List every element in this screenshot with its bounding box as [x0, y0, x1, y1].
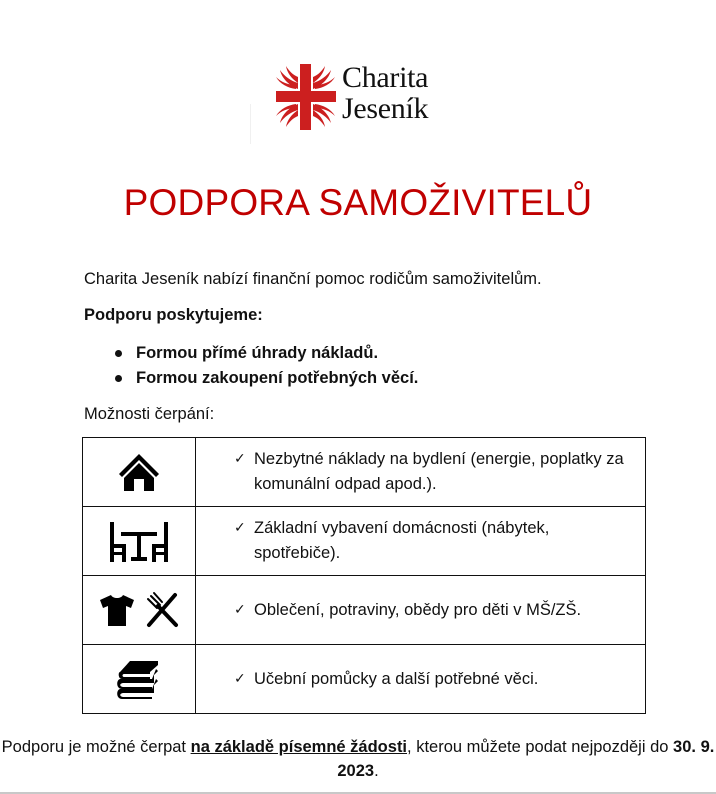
table-row	[83, 645, 646, 714]
bullet-icon	[115, 350, 122, 357]
support-heading: Podporu poskytujeme:	[84, 306, 263, 324]
options-label: Možnosti čerpání:	[84, 405, 215, 423]
checkmark-icon: ✓	[234, 451, 246, 467]
books-icon	[116, 659, 162, 699]
option-text: Učební pomůcky a další potřebné věci.	[254, 669, 539, 688]
icon-cell	[83, 645, 196, 714]
footer-note	[0, 735, 716, 783]
logo-wordmark	[342, 62, 428, 124]
check-item	[234, 516, 639, 566]
list-item	[84, 366, 418, 391]
list-item-text: Formou zakoupení potřebných věcí.	[136, 369, 419, 387]
footer-text-2: , kterou můžete podat nejpozději do	[407, 738, 674, 756]
text-cell	[196, 438, 646, 507]
footer-text-3: .	[374, 762, 379, 780]
logo-line-2: Jeseník	[342, 92, 429, 125]
caritas-cross-icon	[274, 64, 338, 130]
support-list	[84, 341, 418, 391]
icon-cell	[83, 576, 196, 645]
bullet-icon	[115, 375, 122, 382]
text-cell	[196, 645, 646, 714]
options-table	[82, 437, 646, 714]
fork-knife-icon	[144, 591, 180, 629]
option-text: Základní vybavení domácnosti (nábytek, spotřebiče).	[254, 519, 550, 562]
icon-cell	[83, 438, 196, 507]
list-item-text: Formou přímé úhrady nákladů.	[136, 344, 379, 362]
check-item	[234, 447, 639, 497]
checkmark-icon: ✓	[234, 670, 246, 687]
icon-cell	[83, 507, 196, 576]
table-row	[83, 507, 646, 576]
check-item	[234, 598, 639, 623]
intro-text: Charita Jeseník nabízí finanční pomoc rodičům samoživitelům.	[84, 270, 542, 288]
table-row	[83, 576, 646, 645]
table-row	[83, 438, 646, 507]
checkmark-icon: ✓	[234, 601, 246, 618]
footer-text-1: Podporu je možné čerpat	[1, 738, 191, 756]
option-text: Nezbytné náklady na bydlení (energie, poplatky za komunální odpad apod.).	[254, 450, 624, 493]
text-cell	[196, 576, 646, 645]
check-item	[234, 667, 639, 692]
charita-logo	[272, 62, 452, 134]
house-icon	[117, 452, 161, 492]
option-text: Oblečení, potraviny, obědy pro děti v MŠ/ZŠ.	[254, 600, 582, 619]
logo-divider	[250, 104, 251, 144]
deadline-date: 30. 9. 2023	[337, 738, 715, 780]
text-cell	[196, 507, 646, 576]
list-item	[84, 341, 418, 366]
logo-line-1: Charita	[342, 61, 429, 94]
dining-furniture-icon	[108, 520, 170, 562]
tshirt-icon	[98, 593, 136, 627]
page-title: PODPORA SAMOŽIVITELŮ	[123, 182, 593, 223]
footer-emphasis: na základě písemné žádosti	[190, 738, 408, 756]
checkmark-icon: ✓	[234, 520, 246, 536]
